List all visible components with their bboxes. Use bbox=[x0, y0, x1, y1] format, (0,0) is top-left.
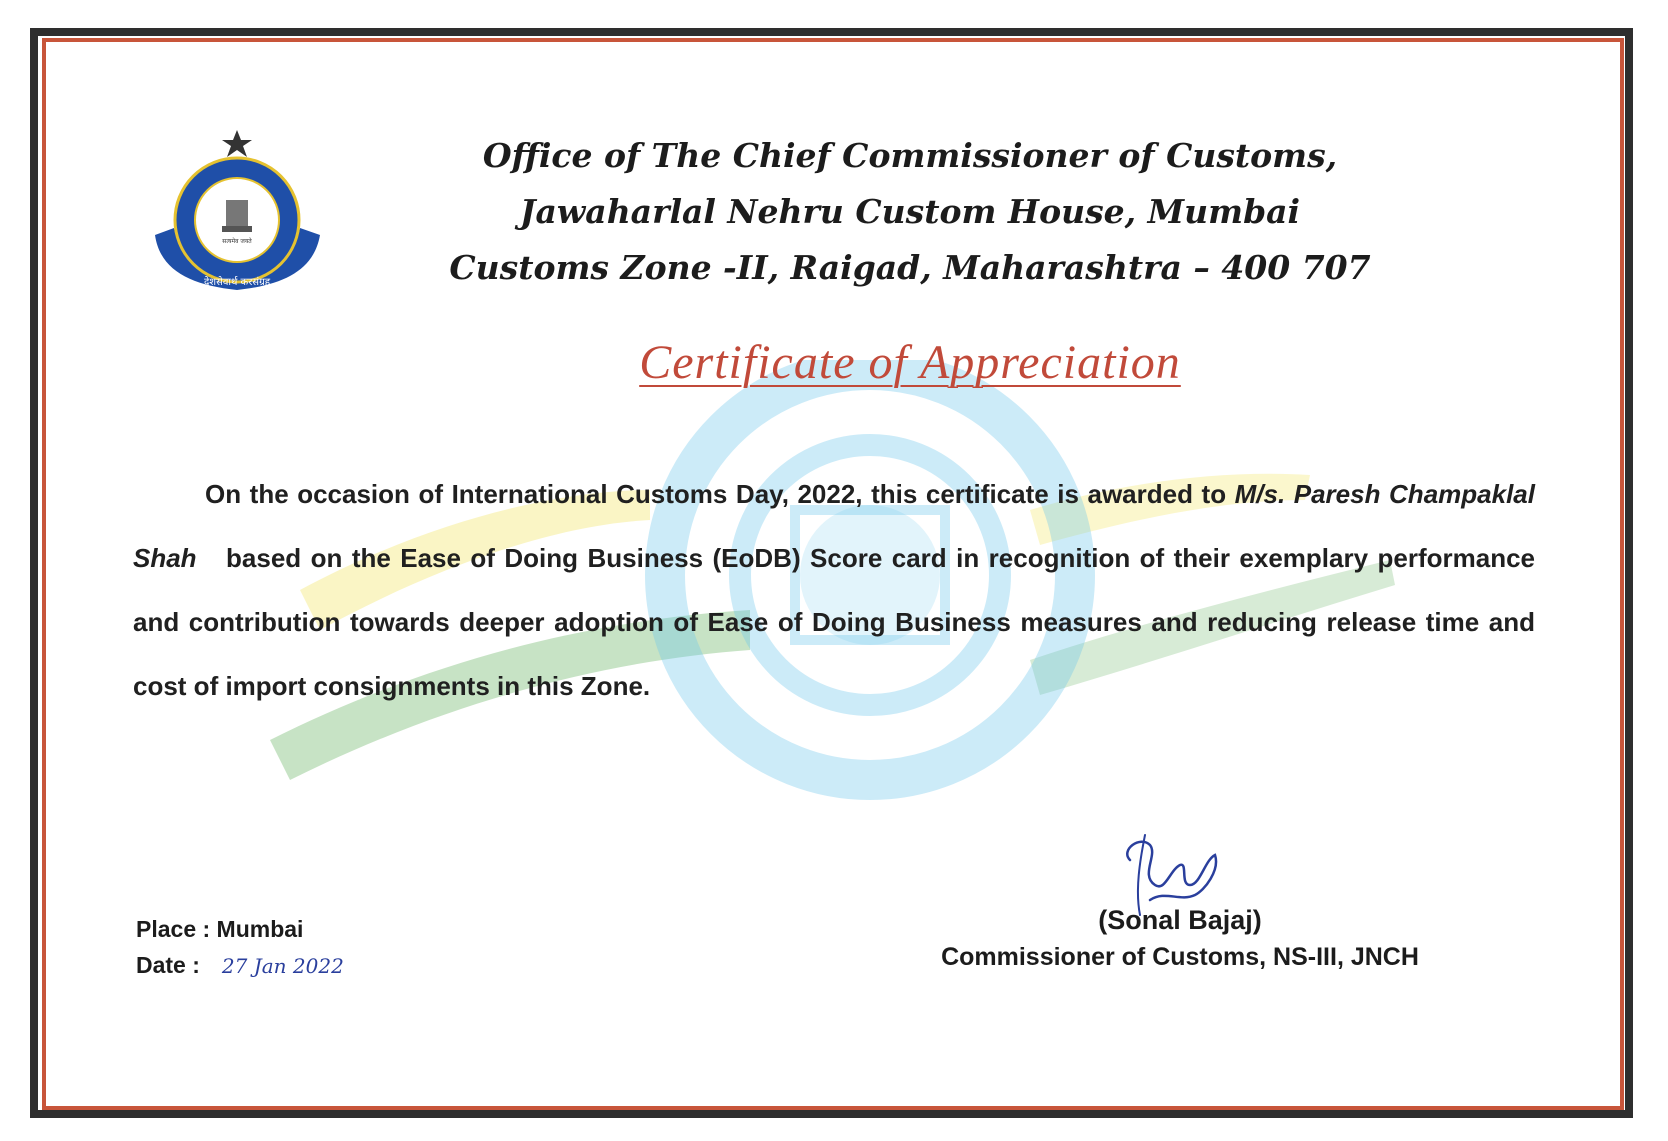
svg-text:सत्यमेव जयते: सत्यमेव जयते bbox=[222, 238, 252, 245]
heading-line-3: Customs Zone -II, Raigad, Maharashtra – 400 707 bbox=[449, 248, 1371, 287]
certificate-body bbox=[133, 462, 1535, 718]
date-value: 27 Jan 2022 bbox=[221, 954, 344, 978]
certificate-title: Certificate of Appreciation bbox=[639, 336, 1181, 389]
heading-line-2: Jawaharlal Nehru Custom House, Mumbai bbox=[519, 192, 1301, 231]
date-row bbox=[136, 952, 344, 979]
office-heading bbox=[380, 128, 1440, 296]
svg-text:देशसेवार्थ करसंग्रह: देशसेवार्थ करसंग्रह bbox=[203, 277, 271, 288]
body-intro: On the occasion of International Customs Day, 2022, this certificate is awarded to bbox=[205, 479, 1227, 509]
body-rest: based on the Ease of Doing Business (EoDB) Score card in recognition of their exemplary performance and contribution towards deeper adoption of Ease of Doing Business measures and reducing release time and cost of import consignments in this Zone. bbox=[133, 543, 1535, 701]
heading-line-1: Office of The Chief Commissioner of Customs, bbox=[482, 136, 1338, 175]
recipient-name: M/s. Paresh Champaklal Shah bbox=[133, 479, 1535, 573]
signer-designation: Commissioner of Customs, NS-III, JNCH bbox=[941, 943, 1419, 971]
signer-name: (Sonal Bajaj) bbox=[1098, 905, 1262, 935]
customs-emblem-icon bbox=[150, 130, 325, 305]
place-label: Place : Mumbai bbox=[136, 916, 304, 942]
date-label: Date : bbox=[136, 952, 200, 978]
